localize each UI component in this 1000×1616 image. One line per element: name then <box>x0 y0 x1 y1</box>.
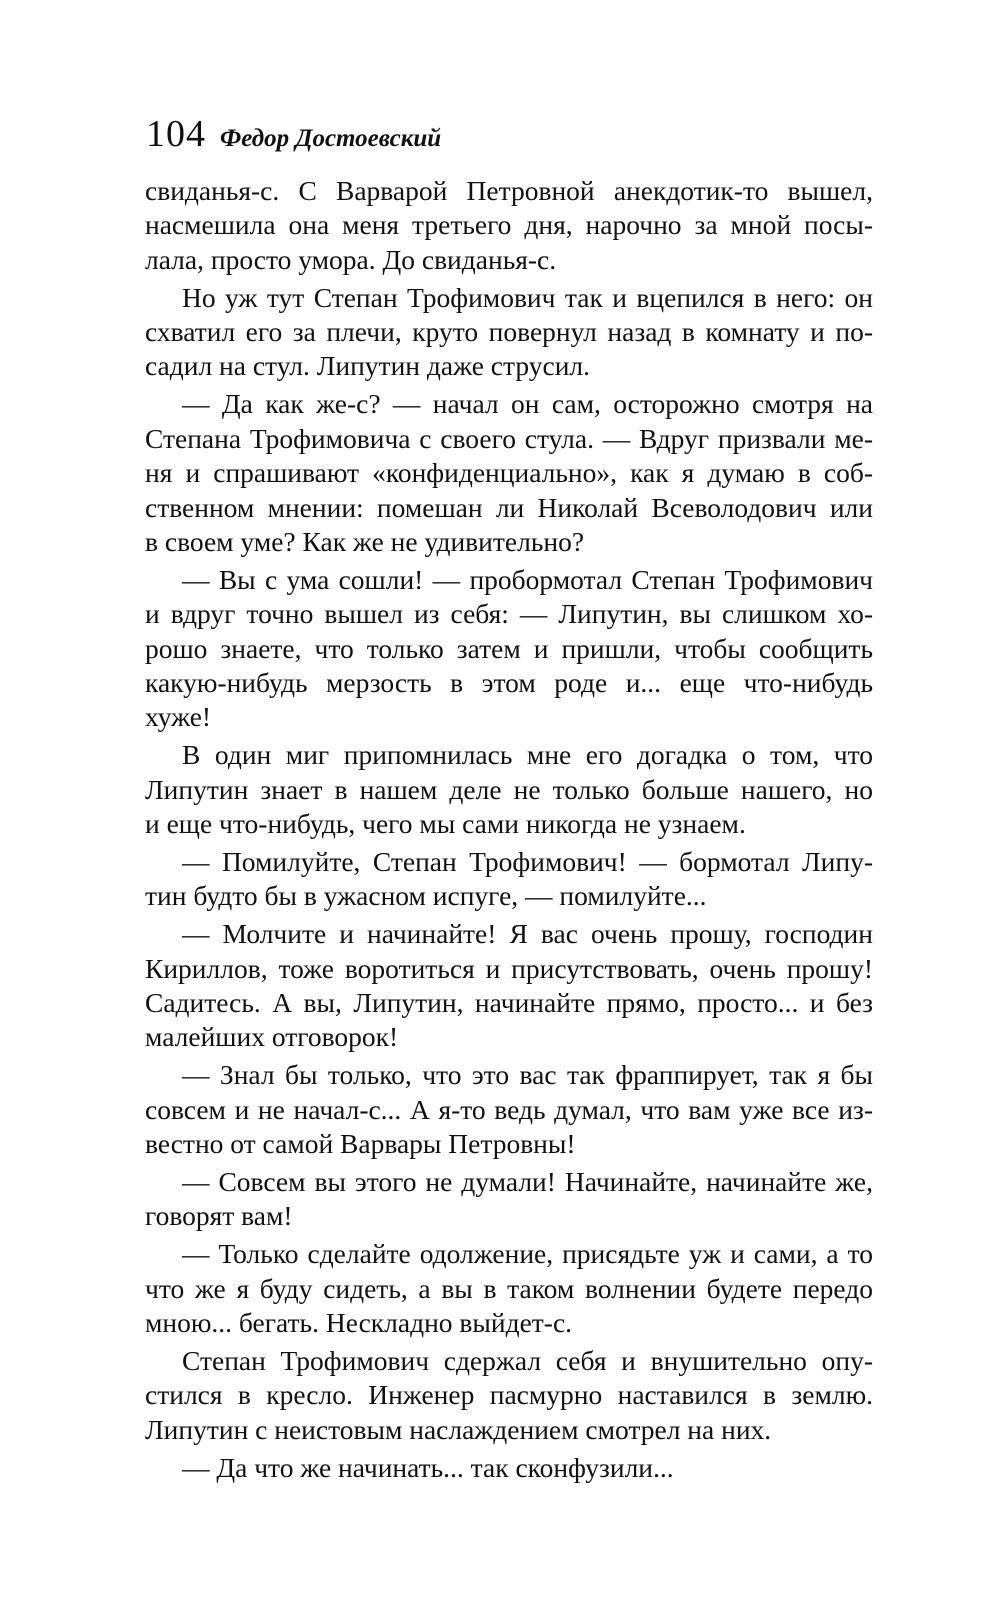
page-number: 104 <box>146 113 206 155</box>
text-line: тин будто бы в ужасном испуге, — помилуйте... <box>145 880 707 912</box>
text-line: Степана Трофимовича с своего стула. — Вдруг призвали ме- <box>145 422 873 454</box>
paragraph <box>145 738 873 841</box>
text-line: свиданья-с. С Варварой Петровной анекдотик-то вышел, <box>145 175 873 206</box>
text-line: какую-нибудь мерзость в этом роде и... еще что-нибудь <box>145 666 873 698</box>
text-line: В один миг припомнилась мне его догадка о том, что <box>182 739 873 771</box>
paragraph <box>145 1344 873 1447</box>
text-line: насмешила она меня третьего дня, нарочно за мной посы- <box>145 209 873 241</box>
text-line: — Да как же-с? — начал он сам, осторожно смотря на <box>182 388 873 420</box>
text-line: схватил его за плечи, круто повернул назад в комнату и по- <box>145 316 873 348</box>
text-line: — Да что же начинать... так сконфузили... <box>182 1451 674 1483</box>
text-line: Кириллов, тоже воротиться и присутствовать, очень прошу! <box>145 952 873 984</box>
text-line: — Совсем вы этого не думали! Начинайте, начинайте же, <box>182 1165 873 1197</box>
paragraph <box>145 917 873 1055</box>
text-line: что же я буду сидеть, а вы в таком волнении будете передо <box>145 1272 873 1304</box>
text-line: вестно от самой Варвары Петровны! <box>145 1128 576 1160</box>
text-line: Садитесь. А вы, Липутин, начинайте прямо, просто... и без <box>145 986 873 1018</box>
text-line: садил на стул. Липутин даже струсил. <box>145 350 591 382</box>
paragraph <box>145 174 873 277</box>
paragraph <box>145 281 873 384</box>
text-line: — Знал бы только, что это вас так фраппирует, так я бы <box>182 1059 873 1091</box>
text-line: ня и спрашивают «конфиденциально», как я думаю в соб- <box>145 457 873 489</box>
paragraph <box>145 563 873 735</box>
text-line: рошо знаете, что только затем и пришли, чтобы сообщить <box>145 632 873 664</box>
book-text <box>145 174 873 1485</box>
running-title: Федор Достоевский <box>220 125 442 152</box>
paragraph <box>145 387 873 559</box>
text-line: — Помилуйте, Степан Трофимович! — бормотал Липу- <box>182 845 873 877</box>
text-line: говорят вам! <box>145 1200 293 1232</box>
text-line: — Вы с ума сошли! — пробормотал Степан Трофимович <box>182 563 873 595</box>
text-line: лала, просто умора. До свиданья-с. <box>145 243 557 275</box>
text-line: и еще что-нибудь, чего мы сами никогда не узнаем. <box>145 808 746 840</box>
text-line: Но уж тут Степан Трофимович так и вцепился в него: он <box>182 281 873 313</box>
text-line: малейших отговорок! <box>145 1021 399 1053</box>
paragraph <box>145 1451 873 1485</box>
paragraph <box>145 845 873 914</box>
text-line: хуже! <box>145 701 212 733</box>
text-line: стился в кресло. Инженер пасмурно наставился в землю. <box>145 1379 873 1411</box>
text-line: — Только сделайте одолжение, присядьте уж и сами, а то <box>182 1238 873 1270</box>
text-line: ственном мнении: помешан ли Николай Всеволодович или <box>145 491 873 523</box>
text-line: мною... бегать. Нескладно выйдет-с. <box>145 1307 573 1338</box>
text-line: и вдруг точно вышел из себя: — Липутин, вы слишком хо- <box>145 598 873 630</box>
paragraph <box>145 1165 873 1234</box>
text-line: Степан Трофимович сдержал себя и внушительно опу- <box>182 1344 873 1376</box>
text-line: совсем и не начал-с... А я-то ведь думал, что вам уже все из- <box>145 1093 873 1125</box>
text-line: Липутин знает в нашем деле не только больше нашего, но <box>145 773 873 805</box>
paragraph <box>145 1237 873 1340</box>
text-line: в своем уме? Как же не удивительно? <box>145 525 585 557</box>
page-header <box>146 112 441 156</box>
text-line: Липутин с неистовым наслаждением смотрел на них. <box>145 1413 772 1445</box>
text-line: — Молчите и начинайте! Я вас очень прошу, господин <box>182 918 873 950</box>
paragraph <box>145 1058 873 1161</box>
